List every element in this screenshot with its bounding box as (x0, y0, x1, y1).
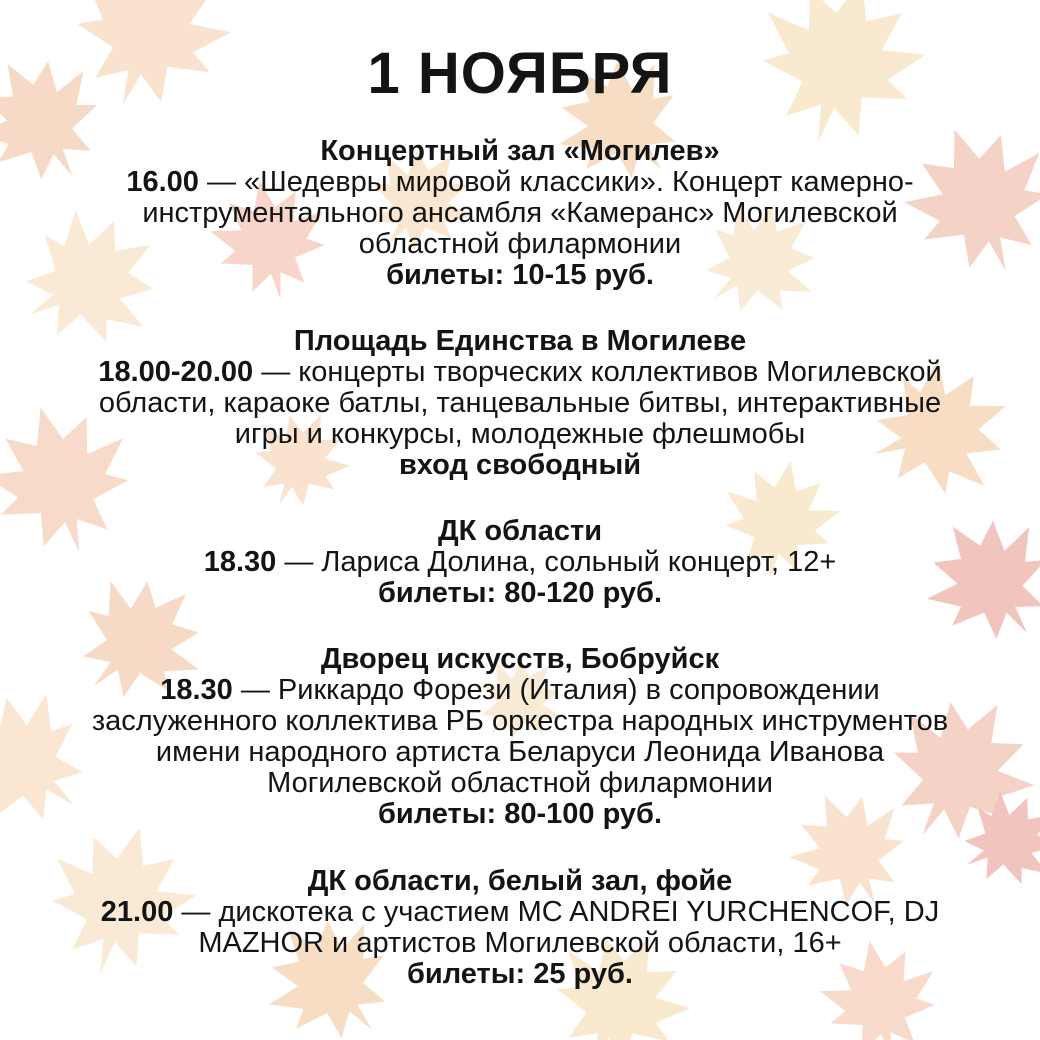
event-time: 18.30 (203, 546, 277, 578)
event-time: 18.30 (160, 674, 233, 706)
event-description: — концерты творческих коллективов Могилевской (253, 356, 942, 388)
event-description-line: заслуженного коллектива РБ оркестра народных инструментов (91, 705, 949, 737)
event-time: 18.00-20.00 (98, 356, 254, 388)
event-price: вход свободный (398, 449, 642, 481)
event-block (0, 644, 1040, 830)
event-description-line: области, караоке батлы, танцевальные битвы, интерактивные (98, 387, 942, 419)
event-description: — Риккардо Форези (Италия) в сопровождении (232, 674, 880, 706)
event-first-line (0, 357, 1040, 388)
event-description: — «Шедевры мировой классики». Концерт камерно- (198, 166, 914, 198)
event-first-line (0, 547, 1040, 578)
event-description: — Лариса Долина, сольный концерт, 12+ (276, 546, 837, 578)
event-block (0, 136, 1040, 291)
event-time: 16.00 (126, 166, 199, 198)
event-price: билеты: 80-120 руб. (378, 577, 662, 609)
event-description: — дискотека с участием MC ANDREI YURCHENCOF, DJ (173, 896, 940, 928)
event-description-line: инструментального ансамбля «Камеранс» Могилевской (142, 197, 898, 229)
event-price: билеты: 80-100 руб. (378, 798, 662, 830)
event-block (0, 516, 1040, 609)
event-time: 21.00 (100, 896, 174, 928)
event-first-line (0, 167, 1040, 198)
event-price: билеты: 25 руб. (407, 958, 633, 990)
event-venue: ДК области (437, 515, 603, 547)
event-description-line: MAZHOR и артистов Могилевской области, 16+ (198, 927, 842, 959)
event-first-line (0, 897, 1040, 928)
event-description-line: игры и конкурсы, молодежные флешмобы (234, 418, 806, 450)
event-venue: ДК области, белый зал, фойе (307, 865, 733, 897)
event-first-line (0, 675, 1040, 706)
event-price: билеты: 10-15 руб. (386, 259, 654, 291)
event-venue: Площадь Единства в Могилеве (293, 325, 747, 357)
event-description-line: областной филармонии (358, 228, 682, 260)
event-block (0, 866, 1040, 990)
event-description-line: Могилевской областной филармонии (267, 767, 773, 799)
event-block (0, 326, 1040, 481)
event-venue: Дворец искусств, Бобруйск (320, 643, 720, 675)
event-venue: Концертный зал «Могилев» (320, 135, 720, 167)
event-description-line: имени народного артиста Беларуси Леонида Иванова (155, 736, 885, 768)
page-title: 1 НОЯБРЯ (367, 41, 673, 106)
